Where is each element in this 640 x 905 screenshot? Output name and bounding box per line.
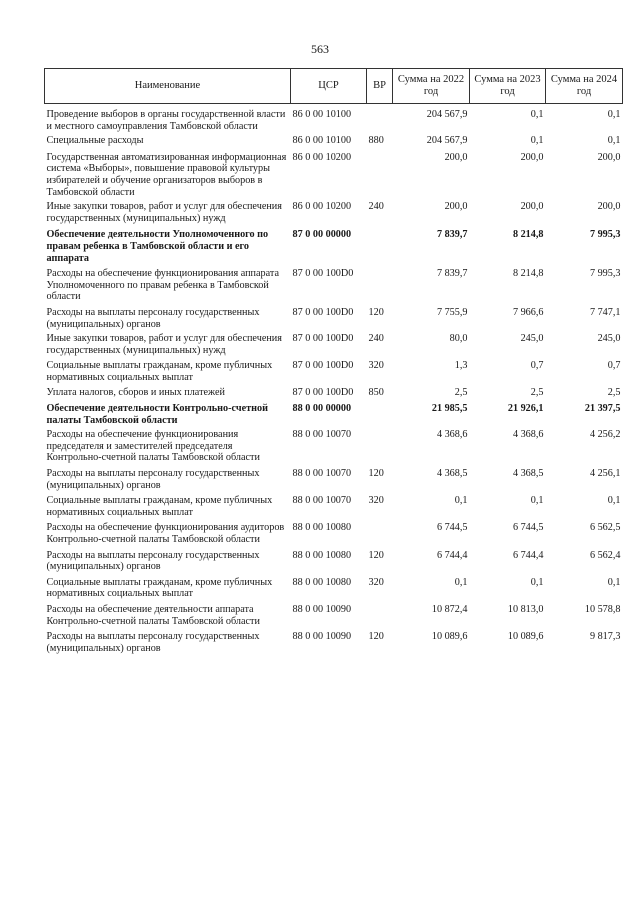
row-vr — [367, 522, 393, 549]
row-sum-2024: 0,1 — [607, 576, 621, 588]
row-sum-2022: 1,3 — [454, 360, 468, 372]
row-csr: 88 0 00 10070 — [292, 495, 352, 507]
row-vr — [367, 268, 393, 307]
row-name: Расходы на выплаты персоналу государственных (муниципальных) органов — [46, 549, 260, 573]
row-csr: 86 0 00 10200 — [292, 201, 352, 213]
table-row — [45, 550, 623, 577]
row-sum-2024: 7 747,1 — [589, 306, 621, 318]
table-row — [45, 495, 623, 522]
table-row — [45, 229, 623, 268]
row-name: Расходы на выплаты персоналу государственных (муниципальных) органов — [46, 306, 260, 330]
row-name: Расходы на обеспечение функционирования аудиторов Контрольно-счетной палаты Тамбовской области — [46, 522, 285, 545]
row-sum-2022: 7 839,7 — [436, 268, 468, 280]
row-sum-2024: 6 562,4 — [589, 549, 621, 561]
row-sum-2022: 80,0 — [449, 333, 468, 345]
row-sum-2024: 4 256,2 — [589, 429, 621, 441]
row-sum-2022: 10 872,4 — [431, 603, 468, 615]
row-sum-2022: 2,5 — [454, 387, 468, 399]
row-name: Проведение выборов в органы государственной власти и местного самоуправления Тамбовской области — [46, 109, 286, 132]
row-sum-2024: 200,0 — [597, 151, 621, 163]
row-name: Социальные выплаты гражданам, кроме публичных нормативных социальных выплат — [46, 495, 273, 518]
row-sum-2022: 21 985,5 — [431, 403, 468, 415]
row-name: Расходы на обеспечение деятельности аппарата Контрольно-счетной палаты Тамбовской области — [46, 603, 260, 627]
row-name: Обеспечение деятельности Контрольно-счетной палаты Тамбовской области — [46, 403, 268, 426]
row-name: Расходы на выплаты персоналу государственных (муниципальных) органов — [46, 468, 260, 491]
row-csr: 87 0 00 100D0 — [292, 360, 354, 372]
row-csr: 87 0 00 100D0 — [292, 333, 354, 345]
row-csr: 88 0 00 10070 — [292, 468, 352, 480]
table-row — [45, 429, 623, 468]
row-csr: 88 0 00 10070 — [292, 429, 352, 441]
row-sum-2023: 200,0 — [520, 151, 544, 163]
row-sum-2023: 6 744,4 — [512, 549, 544, 561]
row-name: Расходы на обеспечение функционирования аппарата Уполномоченного по правам ребенка в Тамбовской области — [46, 268, 279, 303]
row-csr: 87 0 00 100D0 — [292, 268, 354, 280]
row-sum-2023: 245,0 — [520, 333, 544, 345]
row-sum-2023: 21 926,1 — [507, 403, 544, 415]
row-sum-2024: 9 817,3 — [589, 631, 621, 643]
row-csr: 88 0 00 10090 — [292, 631, 352, 643]
row-sum-2023: 8 214,8 — [512, 229, 544, 241]
row-name: Расходы на обеспечение функционирования председателя и заместителей председателя Контрольно-счетной палаты Тамбовской области — [46, 429, 260, 464]
header-sum-2023: Сумма на 2023 год — [470, 69, 546, 104]
header-sum-2024: Сумма на 2024 год — [546, 69, 623, 104]
header-csr: ЦСР — [291, 69, 367, 104]
row-sum-2023: 8 214,8 — [512, 268, 544, 280]
row-vr: 120 — [368, 468, 384, 480]
row-name: Уплата налогов, сборов и иных платежей — [46, 387, 225, 399]
row-sum-2023: 10 813,0 — [507, 603, 544, 615]
row-sum-2023: 0,7 — [530, 360, 544, 372]
row-sum-2024: 7 995,3 — [589, 229, 621, 241]
row-vr: 320 — [368, 576, 384, 588]
row-sum-2024: 0,7 — [607, 360, 621, 372]
row-csr: 88 0 00 10090 — [292, 603, 352, 615]
row-vr — [367, 229, 393, 268]
row-csr: 88 0 00 10080 — [292, 549, 352, 561]
row-csr: 88 0 00 00000 — [292, 403, 352, 415]
row-csr: 87 0 00 00000 — [292, 229, 352, 241]
row-sum-2023: 4 368,5 — [512, 468, 544, 480]
row-name: Расходы на выплаты персоналу государственных (муниципальных) органов — [46, 631, 260, 654]
row-name: Государственная автоматизированная информационная система «Выборы», повышение правовой культуры избирателей и обучение организаторов выборов в Тамбовской области — [46, 151, 287, 198]
row-sum-2022: 204 567,9 — [426, 109, 468, 120]
row-sum-2022: 6 744,4 — [436, 549, 468, 561]
row-sum-2022: 4 368,5 — [436, 468, 468, 480]
table-row — [45, 360, 623, 387]
row-sum-2024: 2,5 — [607, 387, 621, 399]
row-csr: 86 0 00 10100 — [292, 109, 352, 120]
row-vr: 120 — [368, 631, 384, 643]
row-sum-2023: 2,5 — [530, 387, 544, 399]
row-name: Социальные выплаты гражданам, кроме публичных нормативных социальных выплат — [46, 360, 273, 383]
row-sum-2023: 6 744,5 — [512, 522, 544, 534]
row-vr — [367, 429, 393, 468]
table-header — [45, 69, 623, 104]
row-vr: 880 — [368, 135, 384, 147]
row-sum-2024: 10 578,8 — [584, 603, 621, 615]
row-name: Социальные выплаты гражданам, кроме публичных нормативных социальных выплат — [46, 576, 273, 600]
row-csr: 88 0 00 10080 — [292, 576, 352, 588]
row-vr — [367, 104, 393, 136]
table-row — [45, 522, 623, 549]
table-row — [45, 403, 623, 429]
table-row — [45, 201, 623, 229]
budget-table — [44, 68, 623, 654]
row-vr: 850 — [368, 387, 384, 399]
row-vr — [367, 152, 393, 201]
header-name: Наименование — [45, 69, 291, 104]
row-csr: 88 0 00 10080 — [292, 522, 352, 534]
page-number: 563 — [311, 42, 329, 56]
header-sum-2022: Сумма на 2022 год — [393, 69, 470, 104]
row-sum-2022: 204 567,9 — [426, 135, 468, 147]
row-name: Иные закупки товаров, работ и услуг для обеспечения государственных (муниципальных) нужд — [46, 333, 282, 356]
table-row — [45, 387, 623, 403]
row-vr — [367, 403, 393, 429]
row-sum-2022: 200,0 — [444, 201, 468, 213]
row-sum-2022: 10 089,6 — [431, 631, 468, 643]
table-row — [45, 604, 623, 631]
row-sum-2024: 0,1 — [607, 135, 621, 147]
row-name: Иные закупки товаров, работ и услуг для обеспечения государственных (муниципальных) нужд — [46, 201, 282, 224]
row-vr: 240 — [368, 201, 384, 213]
table-row — [45, 307, 623, 333]
row-sum-2023: 7 966,6 — [512, 306, 544, 318]
table-row — [45, 104, 623, 136]
table-row — [45, 152, 623, 201]
row-sum-2024: 7 995,3 — [589, 268, 621, 280]
row-csr: 87 0 00 100D0 — [292, 306, 354, 318]
table-body — [45, 104, 623, 655]
row-sum-2022: 0,1 — [454, 576, 468, 588]
row-sum-2023: 10 089,6 — [507, 631, 544, 643]
table-row — [45, 468, 623, 495]
row-sum-2023: 4 368,6 — [512, 429, 544, 441]
table-row — [45, 268, 623, 307]
row-sum-2022: 7 839,7 — [436, 229, 468, 241]
row-sum-2024: 6 562,5 — [589, 522, 621, 534]
row-csr: 86 0 00 10200 — [292, 151, 352, 163]
row-csr: 86 0 00 10100 — [292, 135, 352, 147]
row-sum-2022: 6 744,5 — [436, 522, 468, 534]
row-name: Обеспечение деятельности Уполномоченного по правам ребенка в Тамбовской области и его аппарата — [46, 229, 269, 264]
row-sum-2022: 7 755,9 — [436, 306, 468, 318]
row-vr — [367, 604, 393, 631]
row-sum-2023: 0,1 — [530, 109, 544, 120]
row-vr: 320 — [368, 360, 384, 372]
row-sum-2023: 0,1 — [530, 495, 544, 507]
row-sum-2024: 21 397,5 — [584, 403, 621, 415]
row-vr: 120 — [368, 306, 384, 318]
row-sum-2022: 200,0 — [444, 151, 468, 163]
row-sum-2024: 0,1 — [607, 495, 621, 507]
row-sum-2024: 200,0 — [597, 201, 621, 213]
row-sum-2022: 0,1 — [454, 495, 468, 507]
row-vr: 120 — [368, 549, 384, 561]
row-vr: 240 — [368, 333, 384, 345]
table-row — [45, 135, 623, 152]
row-sum-2022: 4 368,6 — [436, 429, 468, 441]
table-row — [45, 577, 623, 604]
row-sum-2024: 245,0 — [597, 333, 621, 345]
row-vr: 320 — [368, 495, 384, 507]
row-sum-2023: 0,1 — [530, 135, 544, 147]
header-vr: ВР — [367, 69, 393, 104]
table-row — [45, 333, 623, 360]
row-csr: 87 0 00 100D0 — [292, 387, 354, 399]
table-row — [45, 631, 623, 654]
row-sum-2024: 0,1 — [607, 109, 621, 120]
row-sum-2023: 200,0 — [520, 201, 544, 213]
row-sum-2024: 4 256,1 — [589, 468, 621, 480]
row-sum-2023: 0,1 — [530, 576, 544, 588]
row-name: Специальные расходы — [46, 135, 144, 147]
